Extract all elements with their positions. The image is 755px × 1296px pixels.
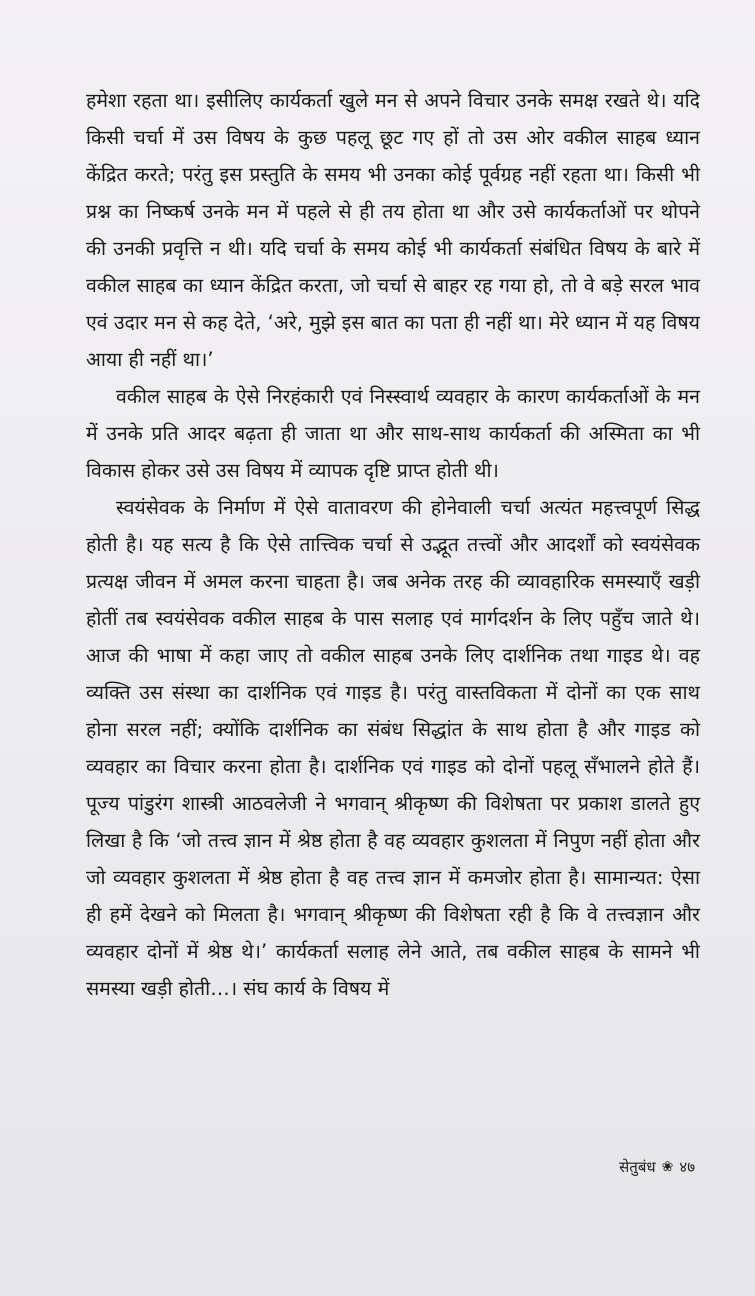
flower-ornament-icon: ❀ — [661, 1159, 674, 1175]
book-title: सेतुबंध — [619, 1158, 656, 1176]
paragraph-1: हमेशा रहता था। इसीलिए कार्यकर्ता खुले मन से अपने विचार उनके समक्ष रखते थे। यदि किसी चर्चा में उस विषय के कुछ पहलू छूट गए हों तो उस ओर वकील साहब ध्यान केंद्रित करते; परंतु इस प्रस्तुति के समय भी उनका कोई पूर्वग्रह नहीं रहता था। किसी भी प्रश्न का निष्कर्ष उनके मन में पहले से ही तय होता था और उसे कार्यकर्ताओं पर थोपने की उनकी प्रवृत्ति न थी। यदि चर्चा के समय कोई भी कार्यकर्ता संबंधित विषय के बारे में वकील साहब का ध्यान केंद्रित करता, जो चर्चा से बाहर रह गया हो, तो वे बड़े सरल भाव एवं उदार मन से कह देते, ‘अरे, मुझे इस बात का पता ही नहीं था। मेरे ध्यान में यह विषय आया ही नहीं था।’ — [86, 89, 700, 371]
page-footer — [619, 1157, 695, 1177]
page-number: ४७ — [679, 1158, 695, 1176]
paragraph-3: स्वयंसेवक के निर्माण में ऐसे वातावरण की होनेवाली चर्चा अत्यंत महत्त्वपूर्ण सिद्ध होती है। यह सत्य है कि ऐसे तात्त्विक चर्चा से उद्भूत तत्त्वों और आदर्शों को स्वयंसेवक प्रत्यक्ष जीवन में अमल करना चाहता है। जब अनेक तरह की व्यावहारिक समस्याएँ खड़ी होतीं तब स्वयंसेवक वकील साहब के पास सलाह एवं मार्गदर्शन के लिए पहुँच जाते थे। आज की भाषा में कहा जाए तो वकील साहब उनके लिए दार्शनिक तथा गाइड थे। वह व्यक्ति उस संस्था का दार्शनिक एवं गाइड है। परंतु वास्तविकता में दोनों का एक साथ होना सरल नहीं; क्योंकि दार्शनिक का संबंध सिद्धांत के साथ होता है और गाइड को व्यवहार का विचार करना होता है। दार्शनिक एवं गाइड को दोनों पहलू सँभालने होते हैं। पूज्य पांडुरंग शास्त्री आठवलेजी ने भगवान् श्रीकृष्ण की विशेषता पर प्रकाश डालते हुए लिखा है कि ‘जो तत्त्व ज्ञान में श्रेष्ठ होता है वह व्यवहार कुशलता में निपुण नहीं होता और जो व्यवहार कुशलता में श्रेष्ठ होता है वह तत्त्व ज्ञान में कमजोर होता है। सामान्यत: ऐसा ही हमें देखने को मिलता है। भगवान् श्रीकृष्ण की विशेषता रही है कि वे तत्त्वज्ञान और व्यवहार दोनों में श्रेष्ठ थे।’ कार्यकर्ता सलाह लेने आते, तब वकील साहब के सामने भी समस्या खड़ी होती…। संघ कार्य के विषय में — [86, 496, 700, 1000]
paragraph-2: वकील साहब के ऐसे निरहंकारी एवं निस्स्वार्थ व्यवहार के कारण कार्यकर्ताओं के मन में उनके प्रति आदर बढ़ता ही जाता था और साथ-साथ कार्यकर्ता की अस्मिता का भी विकास होकर उसे उस विषय में व्यापक दृष्टि प्राप्त होती थी। — [86, 385, 700, 482]
page-body — [86, 82, 700, 1007]
